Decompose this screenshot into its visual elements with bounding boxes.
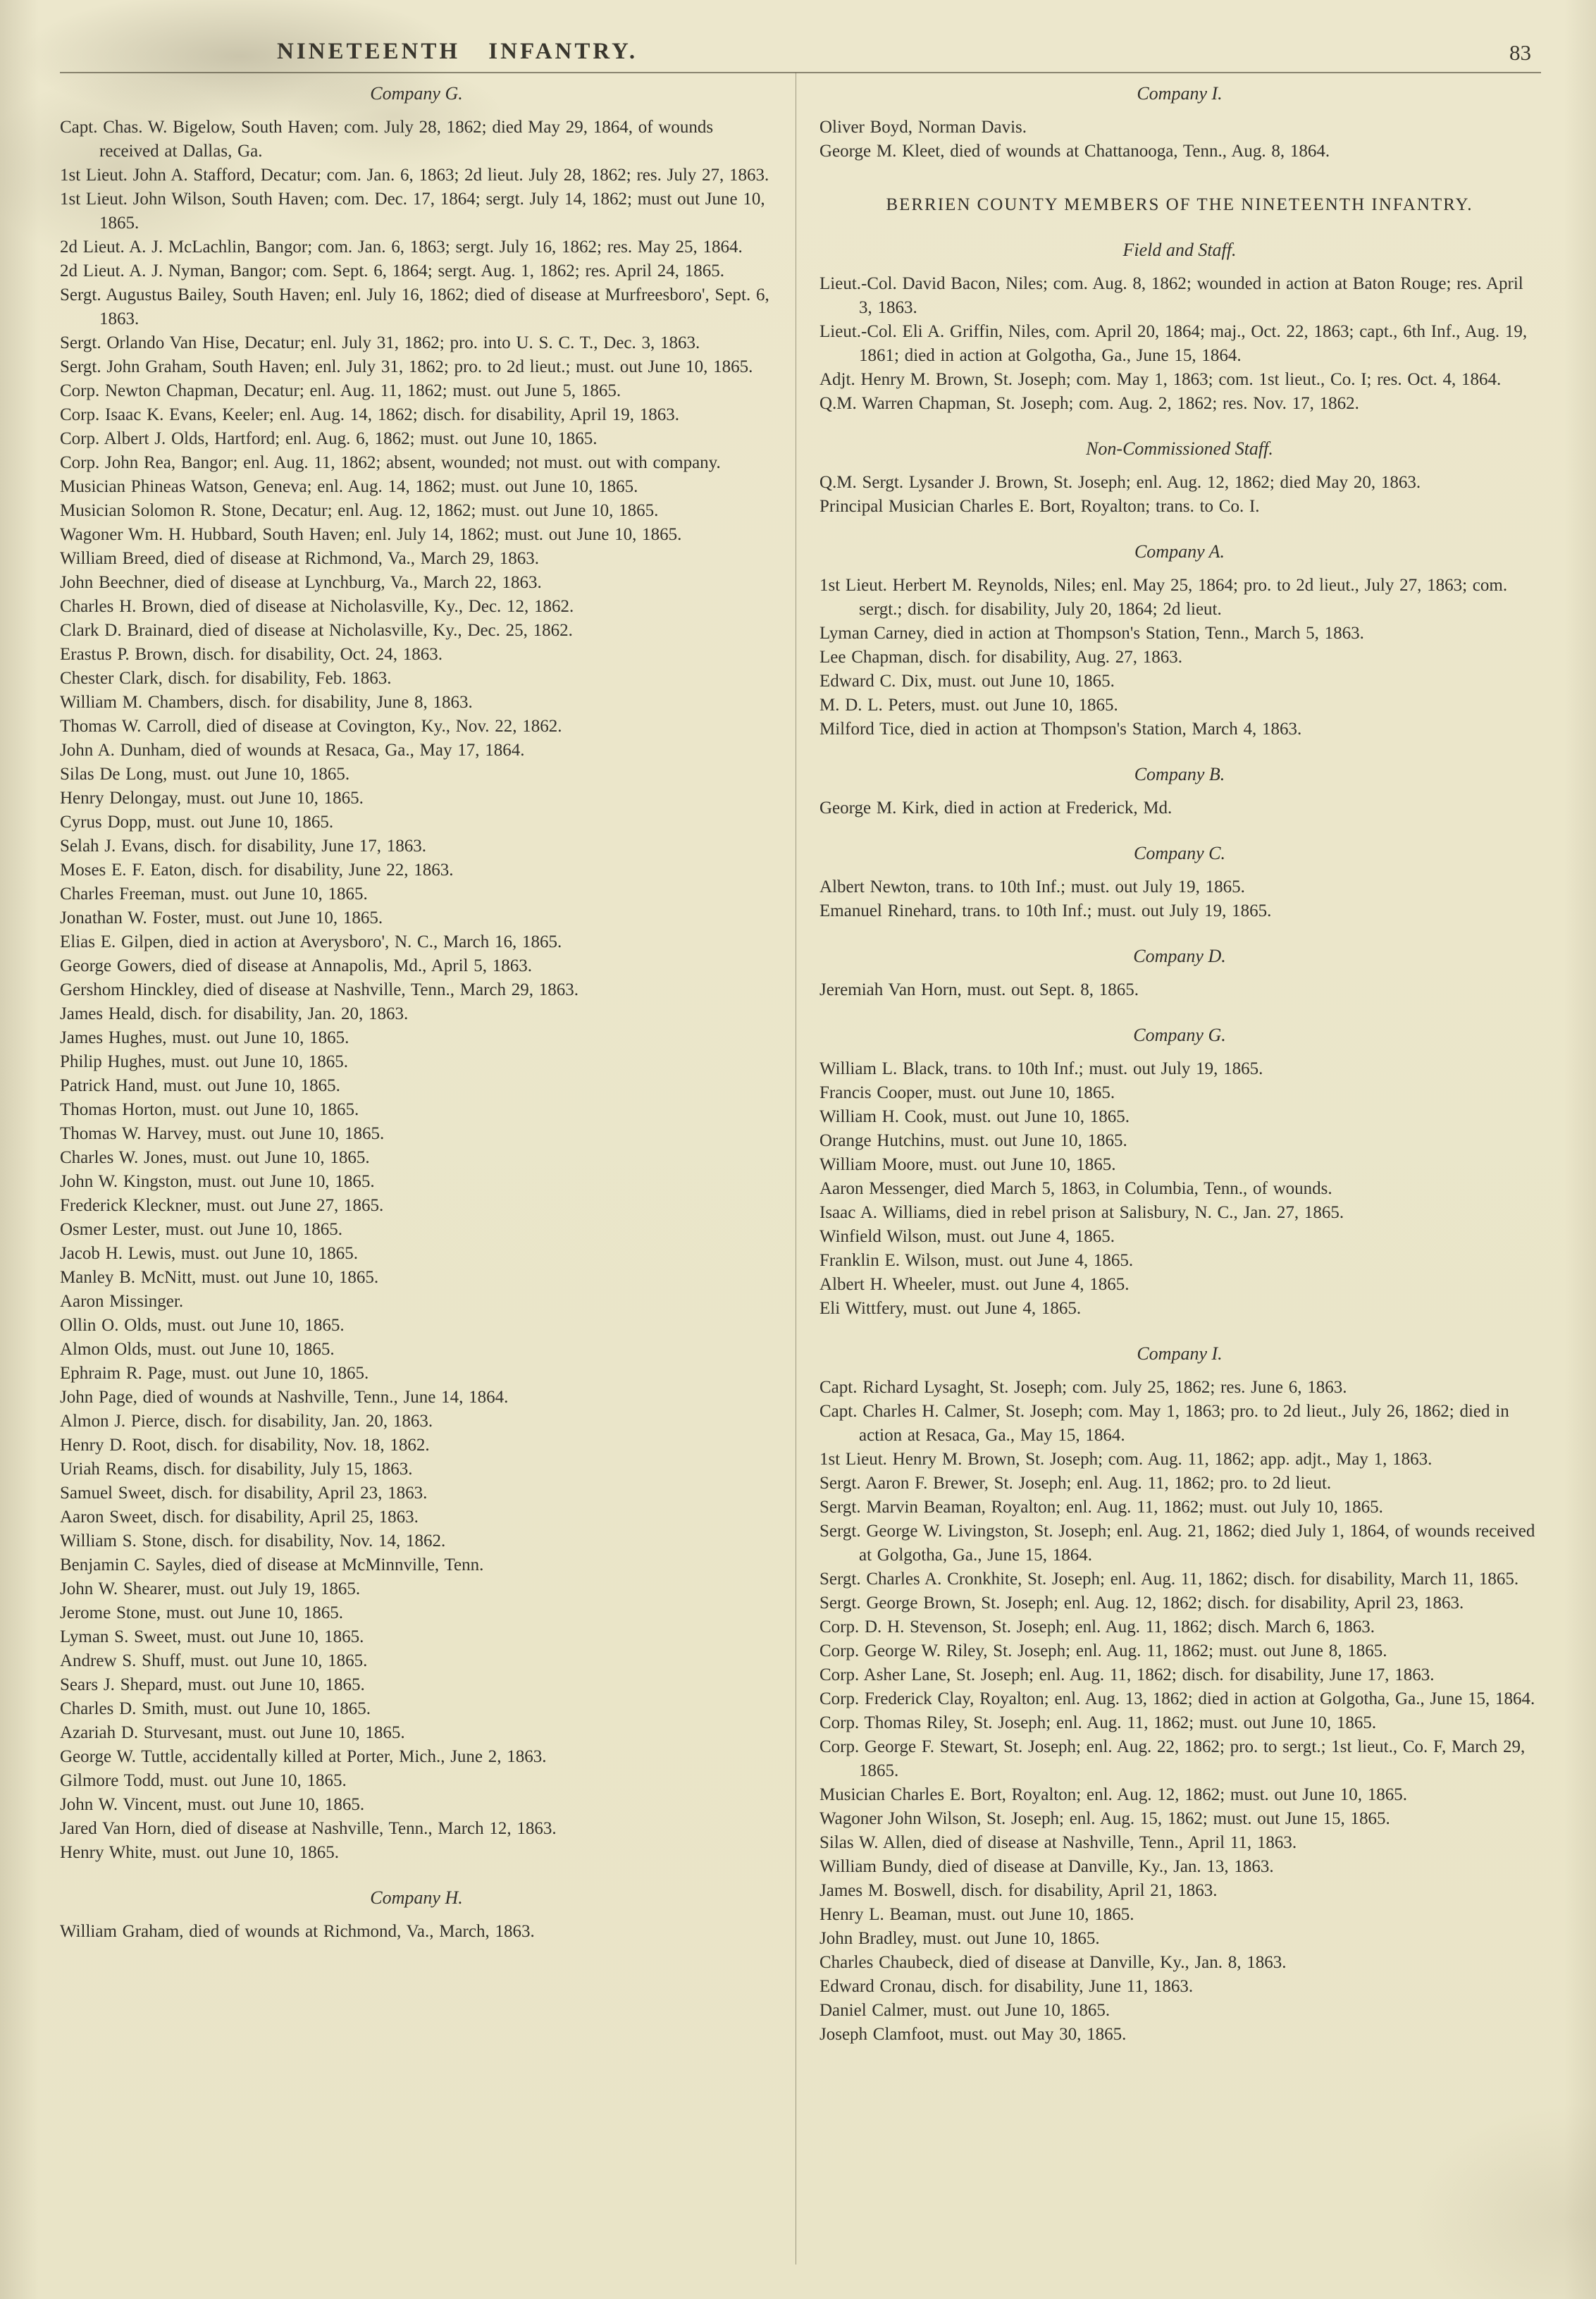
roster-entry: Corp. John Rea, Bangor; enl. Aug. 11, 1862; absent, wounded; not must. out with company. (60, 453, 721, 472)
roster-entry: William L. Black, trans. to 10th Inf.; must. out July 19, 1865. (819, 1059, 1263, 1078)
header-rule (60, 72, 1541, 73)
roster-entry: Almon Olds, must. out June 10, 1865. (60, 1340, 335, 1359)
roster-entry: Patrick Hand, must. out June 10, 1865. (60, 1076, 340, 1095)
roster-entry: Henry Delongay, must. out June 10, 1865. (60, 789, 364, 808)
roster-entry: Henry D. Root, disch. for disability, Nov. 18, 1862. (60, 1436, 430, 1455)
roster-entry: Charles Freeman, must. out June 10, 1865. (60, 885, 368, 904)
roster-entry: Orange Hutchins, must. out June 10, 1865. (819, 1131, 1127, 1150)
section-heading: Company D. (1133, 946, 1226, 966)
roster-entry: Milford Tice, died in action at Thompson's Station, March 4, 1863. (819, 720, 1302, 739)
roster-entry: James Hughes, must. out June 10, 1865. (60, 1028, 349, 1047)
roster-entry: Jared Van Horn, died of disease at Nashville, Tenn., March 12, 1863. (60, 1819, 557, 1838)
roster-entry: Francis Cooper, must. out June 10, 1865. (819, 1083, 1115, 1102)
roster-entry: Manley B. McNitt, must. out June 10, 1865. (60, 1268, 379, 1287)
roster-entry: Albert Newton, trans. to 10th Inf.; must. out July 19, 1865. (819, 877, 1245, 896)
roster-entry: Cyrus Dopp, must. out June 10, 1865. (60, 813, 334, 832)
roster-entry: Wagoner Wm. H. Hubbard, South Haven; enl. July 14, 1862; must. out June 10, 1865. (60, 525, 682, 544)
roster-entry: Joseph Clamfoot, must. out May 30, 1865. (819, 2025, 1127, 2044)
roster-entry: Silas De Long, must. out June 10, 1865. (60, 765, 350, 784)
roster-entry: Oliver Boyd, Norman Davis. (819, 118, 1027, 137)
roster-entry: John W. Kingston, must. out June 10, 1865. (60, 1172, 375, 1191)
roster-entry: Sergt. Marvin Beaman, Royalton; enl. Aug. 11, 1862; must. out July 10, 1865. (819, 1498, 1383, 1517)
roster-entry: George Gowers, died of disease at Annapolis, Md., April 5, 1863. (60, 956, 532, 975)
section-heading: Company G. (370, 83, 463, 104)
roster-entry: Henry L. Beaman, must. out June 10, 1865. (819, 1905, 1134, 1924)
roster-entry: Lyman S. Sweet, must. out June 10, 1865. (60, 1627, 364, 1646)
roster-entry: George W. Tuttle, accidentally killed at Porter, Mich., June 2, 1863. (60, 1747, 547, 1766)
roster-entry: John A. Dunham, died of wounds at Resaca, Ga., May 17, 1864. (60, 741, 525, 760)
roster-entry: Sergt. Orlando Van Hise, Decatur; enl. July 31, 1862; pro. into U. S. C. T., Dec. 3, 1863. (60, 333, 700, 352)
section-heading: Company H. (370, 1887, 463, 1908)
roster-entry: Capt. Charles H. Calmer, St. Joseph; com. May 1, 1863; pro. to 2d lieut., July 26, 1862; died in action at Resaca, Ga., May 15, 1864. (819, 1402, 1509, 1445)
roster-entry: Erastus P. Brown, disch. for disability, Oct. 24, 1863. (60, 645, 443, 664)
roster-entry: Sergt. George Brown, St. Joseph; enl. Aug. 12, 1862; disch. for disability, April 23, 1863. (819, 1594, 1464, 1613)
roster-entry: Osmer Lester, must. out June 10, 1865. (60, 1220, 343, 1239)
roster-entry: Almon J. Pierce, disch. for disability, Jan. 20, 1863. (60, 1412, 433, 1431)
section-heading: Field and Staff. (1122, 240, 1237, 260)
roster-entry: Jacob H. Lewis, must. out June 10, 1865. (60, 1244, 358, 1263)
roster-entry: Lieut.-Col. David Bacon, Niles; com. Aug. 8, 1862; wounded in action at Baton Rouge; res. April 3, 1863. (819, 274, 1523, 317)
roster-entry: Ollin O. Olds, must. out June 10, 1865. (60, 1316, 345, 1335)
roster-entry: William Bundy, died of disease at Danville, Ky., Jan. 13, 1863. (819, 1857, 1274, 1876)
left-column (60, 76, 773, 1944)
page-title: NINETEENTH INFANTRY. (277, 39, 638, 64)
section-heading: Company A. (1134, 541, 1225, 562)
roster-entry: Capt. Richard Lysaght, St. Joseph; com. July 25, 1862; res. June 6, 1863. (819, 1378, 1347, 1397)
roster-entry: Corp. Newton Chapman, Decatur; enl. Aug. 11, 1862; must. out June 5, 1865. (60, 381, 621, 400)
roster-entry: Philip Hughes, must. out June 10, 1865. (60, 1052, 349, 1071)
roster-entry: William M. Chambers, disch. for disability, June 8, 1863. (60, 693, 473, 712)
roster-entry: George M. Kirk, died in action at Frederick, Md. (819, 799, 1173, 818)
roster-entry: Jeremiah Van Horn, must. out Sept. 8, 1865. (819, 980, 1139, 999)
roster-entry: Gilmore Todd, must. out June 10, 1865. (60, 1771, 347, 1790)
page-number: 83 (1509, 40, 1531, 65)
roster-entry: 1st Lieut. Herbert M. Reynolds, Niles; enl. May 25, 1864; pro. to 2d lieut., July 27, 1863; com. sergt.; disch. for disability, July 20, 1864; 2d lieut. (819, 576, 1508, 619)
roster-entry: Charles H. Brown, died of disease at Nicholasville, Ky., Dec. 12, 1862. (60, 597, 574, 616)
roster-entry: Corp. Frederick Clay, Royalton; enl. Aug. 13, 1862; died in action at Golgotha, Ga., June 15, 1864. (819, 1689, 1535, 1708)
roster-entry: Adjt. Henry M. Brown, St. Joseph; com. May 1, 1863; com. 1st lieut., Co. I; res. Oct. 4, 1864. (819, 370, 1502, 389)
roster-entry: Q.M. Warren Chapman, St. Joseph; com. Aug. 2, 1862; res. Nov. 17, 1862. (819, 394, 1359, 413)
roster-entry: Jonathan W. Foster, must. out June 10, 1865. (60, 908, 383, 927)
roster-entry: Edward Cronau, disch. for disability, June 11, 1863. (819, 1977, 1194, 1996)
roster-entry: Thomas Horton, must. out June 10, 1865. (60, 1100, 359, 1119)
roster-entry: Moses E. F. Eaton, disch. for disability, June 22, 1863. (60, 861, 454, 880)
roster-entry: John W. Vincent, must. out June 10, 1865. (60, 1795, 365, 1814)
roster-entry: Musician Phineas Watson, Geneva; enl. Aug. 14, 1862; must. out June 10, 1865. (60, 477, 638, 496)
roster-entry: Thomas W. Harvey, must. out June 10, 1865. (60, 1124, 385, 1143)
roster-entry: Corp. Asher Lane, St. Joseph; enl. Aug. 11, 1862; disch. for disability, June 17, 1863. (819, 1665, 1435, 1684)
roster-entry: Aaron Messenger, died March 5, 1863, in Columbia, Tenn., of wounds. (819, 1179, 1332, 1198)
roster-entry: Wagoner John Wilson, St. Joseph; enl. Aug. 15, 1862; must. out June 15, 1865. (819, 1809, 1390, 1828)
roster-entry: Sergt. Aaron F. Brewer, St. Joseph; enl. Aug. 11, 1862; pro. to 2d lieut. (819, 1474, 1332, 1493)
roster-entry: James M. Boswell, disch. for disability, April 21, 1863. (819, 1881, 1218, 1900)
roster-entry: Corp. Albert J. Olds, Hartford; enl. Aug. 6, 1862; must. out June 10, 1865. (60, 429, 598, 448)
roster-entry: Albert H. Wheeler, must. out June 4, 1865. (819, 1275, 1130, 1294)
section-heading: Company C. (1134, 843, 1225, 863)
roster-entry: William H. Cook, must. out June 10, 1865. (819, 1107, 1130, 1126)
roster-entry: John Page, died of wounds at Nashville, Tenn., June 14, 1864. (60, 1388, 509, 1407)
roster-entry: William Breed, died of disease at Richmond, Va., March 29, 1863. (60, 549, 540, 568)
roster-entry: Musician Solomon R. Stone, Decatur; enl. Aug. 12, 1862; must. out June 10, 1865. (60, 501, 659, 520)
roster-entry: John Bradley, must. out June 10, 1865. (819, 1929, 1100, 1948)
roster-entry: William Moore, must. out June 10, 1865. (819, 1155, 1116, 1174)
roster-entry: Chester Clark, disch. for disability, Feb. 1863. (60, 669, 392, 688)
roster-entry: Benjamin C. Sayles, died of disease at McMinnville, Tenn. (60, 1555, 484, 1574)
roster-entry: 1st Lieut. John Wilson, South Haven; com. Dec. 17, 1864; sergt. July 14, 1862; must out June 10, 1865. (60, 190, 765, 233)
roster-entry: Jerome Stone, must. out June 10, 1865. (60, 1603, 344, 1622)
roster-entry: Sergt. George W. Livingston, St. Joseph; enl. Aug. 21, 1862; died July 1, 1864, of wounds received at Golgotha, Ga., June 15, 1864. (819, 1522, 1535, 1565)
roster-entry: Sergt. Augustus Bailey, South Haven; enl. July 16, 1862; died of disease at Murfreesboro', Sept. 6, 1863. (60, 285, 769, 328)
roster-entry: Corp. D. H. Stevenson, St. Joseph; enl. Aug. 11, 1862; disch. March 6, 1863. (819, 1617, 1375, 1637)
roster-entry: Gershom Hinckley, died of disease at Nashville, Tenn., March 29, 1863. (60, 980, 579, 999)
roster-entry: Silas W. Allen, died of disease at Nashville, Tenn., April 11, 1863. (819, 1833, 1297, 1852)
roster-entry: Aaron Missinger. (60, 1292, 184, 1311)
roster-entry: Selah J. Evans, disch. for disability, June 17, 1863. (60, 837, 427, 856)
roster-entry: 2d Lieut. A. J. McLachlin, Bangor; com. Jan. 6, 1863; sergt. July 16, 1862; res. May 25, 1864. (60, 238, 743, 257)
roster-entry: 2d Lieut. A. J. Nyman, Bangor; com. Sept. 6, 1864; sergt. Aug. 1, 1862; res. April 24, 1865. (60, 261, 725, 281)
roster-entry: Clark D. Brainard, died of disease at Nicholasville, Ky., Dec. 25, 1862. (60, 621, 573, 640)
roster-entry: George M. Kleet, died of wounds at Chattanooga, Tenn., Aug. 8, 1864. (819, 142, 1330, 161)
section-heading: Company I. (1137, 1343, 1223, 1364)
roster-entry: Uriah Reams, disch. for disability, July 15, 1863. (60, 1460, 413, 1479)
roster-entry: Daniel Calmer, must. out June 10, 1865. (819, 2001, 1111, 2020)
roster-entry: 1st Lieut. Henry M. Brown, St. Joseph; com. Aug. 11, 1862; app. adjt., May 1, 1863. (819, 1450, 1433, 1469)
roster-entry: Corp. Isaac K. Evans, Keeler; enl. Aug. 14, 1862; disch. for disability, April 19, 1863. (60, 405, 679, 424)
roster-entry: Lyman Carney, died in action at Thompson's Station, Tenn., March 5, 1863. (819, 624, 1364, 643)
roster-entry: Principal Musician Charles E. Bort, Royalton; trans. to Co. I. (819, 497, 1260, 516)
roster-entry: Corp. George W. Riley, St. Joseph; enl. Aug. 11, 1862; must. out June 8, 1865. (819, 1641, 1387, 1660)
roster-entry: Charles D. Smith, must. out June 10, 1865. (60, 1699, 371, 1718)
roster-entry: Corp. Thomas Riley, St. Joseph; enl. Aug. 11, 1862; must. out June 10, 1865. (819, 1713, 1377, 1732)
roster-entry: Corp. George F. Stewart, St. Joseph; enl. Aug. 22, 1862; pro. to sergt.; 1st lieut., Co. F, March 29, 1865. (819, 1737, 1526, 1780)
roster-entry: Musician Charles E. Bort, Royalton; enl. Aug. 12, 1862; must. out June 10, 1865. (819, 1785, 1408, 1804)
roster-entry: Charles Chaubeck, died of disease at Danville, Ky., Jan. 8, 1863. (819, 1953, 1287, 1972)
roster-entry: James Heald, disch. for disability, Jan. 20, 1863. (60, 1004, 409, 1023)
roster-entry: Edward C. Dix, must. out June 10, 1865. (819, 672, 1115, 691)
roster-entry: Ephraim R. Page, must. out June 10, 1865. (60, 1364, 369, 1383)
roster-entry: Capt. Chas. W. Bigelow, South Haven; com. July 28, 1862; died May 29, 1864, of wounds received at Dallas, Ga. (60, 118, 714, 161)
roster-entry: Sears J. Shepard, must. out June 10, 1865. (60, 1675, 365, 1694)
roster-entry: Samuel Sweet, disch. for disability, April 23, 1863. (60, 1484, 428, 1503)
roster-entry: Frederick Kleckner, must. out June 27, 1865. (60, 1196, 384, 1215)
section-heading: Non-Commissioned Staff. (1086, 438, 1273, 459)
roster-entry: 1st Lieut. John A. Stafford, Decatur; com. Jan. 6, 1863; 2d lieut. July 28, 1862; res. July 27, 1863. (60, 166, 769, 185)
roster-entry: Elias E. Gilpen, died in action at Averysboro', N. C., March 16, 1865. (60, 932, 562, 951)
roster-entry: William Graham, died of wounds at Richmond, Va., March, 1863. (60, 1922, 535, 1941)
roster-entry: Azariah D. Sturvesant, must. out June 10, 1865. (60, 1723, 405, 1742)
roster-entry: Q.M. Sergt. Lysander J. Brown, St. Joseph; enl. Aug. 12, 1862; died May 20, 1863. (819, 473, 1421, 492)
roster-entry: Thomas W. Carroll, died of disease at Covington, Ky., Nov. 22, 1862. (60, 717, 562, 736)
roster-entry: John Beechner, died of disease at Lynchburg, Va., March 22, 1863. (60, 573, 542, 592)
section-heading: Company G. (1133, 1025, 1226, 1045)
section-heading: BERRIEN COUNTY MEMBERS OF THE NINETEENTH INFANTRY. (886, 195, 1473, 214)
roster-entry: William S. Stone, disch. for disability, Nov. 14, 1862. (60, 1531, 446, 1551)
roster-entry: Eli Wittfery, must. out June 4, 1865. (819, 1299, 1082, 1318)
roster-entry: M. D. L. Peters, must. out June 10, 1865. (819, 696, 1118, 715)
roster-entry: Isaac A. Williams, died in rebel prison at Salisbury, N. C., Jan. 27, 1865. (819, 1203, 1344, 1222)
roster-entry: Lieut.-Col. Eli A. Griffin, Niles, com. April 20, 1864; maj., Oct. 22, 1863; capt., 6th Inf., Aug. 19, 1861; died in action at Golgotha, Ga., June 15, 1864. (819, 322, 1528, 365)
roster-entry: Winfield Wilson, must. out June 4, 1865. (819, 1227, 1115, 1246)
roster-entry: Emanuel Rinehard, trans. to 10th Inf.; must. out July 19, 1865. (819, 901, 1272, 920)
roster-entry: Lee Chapman, disch. for disability, Aug. 27, 1863. (819, 648, 1183, 667)
roster-entry: John W. Shearer, must. out July 19, 1865. (60, 1579, 361, 1598)
roster-entry: Franklin E. Wilson, must. out June 4, 1865. (819, 1251, 1134, 1270)
roster-entry: Andrew S. Shuff, must. out June 10, 1865. (60, 1651, 368, 1670)
section-heading: Company B. (1134, 764, 1225, 784)
roster-entry: Sergt. Charles A. Cronkhite, St. Joseph; enl. Aug. 11, 1862; disch. for disability, March 11, 1865. (819, 1570, 1519, 1589)
right-column (819, 76, 1540, 2047)
roster-entry: Sergt. John Graham, South Haven; enl. July 31, 1862; pro. to 2d lieut.; must. out June 10, 1865. (60, 357, 753, 376)
section-heading: Company I. (1137, 83, 1223, 104)
roster-entry: Henry White, must. out June 10, 1865. (60, 1843, 339, 1862)
roster-entry: Aaron Sweet, disch. for disability, April 25, 1863. (60, 1508, 419, 1527)
roster-entry: Charles W. Jones, must. out June 10, 1865. (60, 1148, 370, 1167)
